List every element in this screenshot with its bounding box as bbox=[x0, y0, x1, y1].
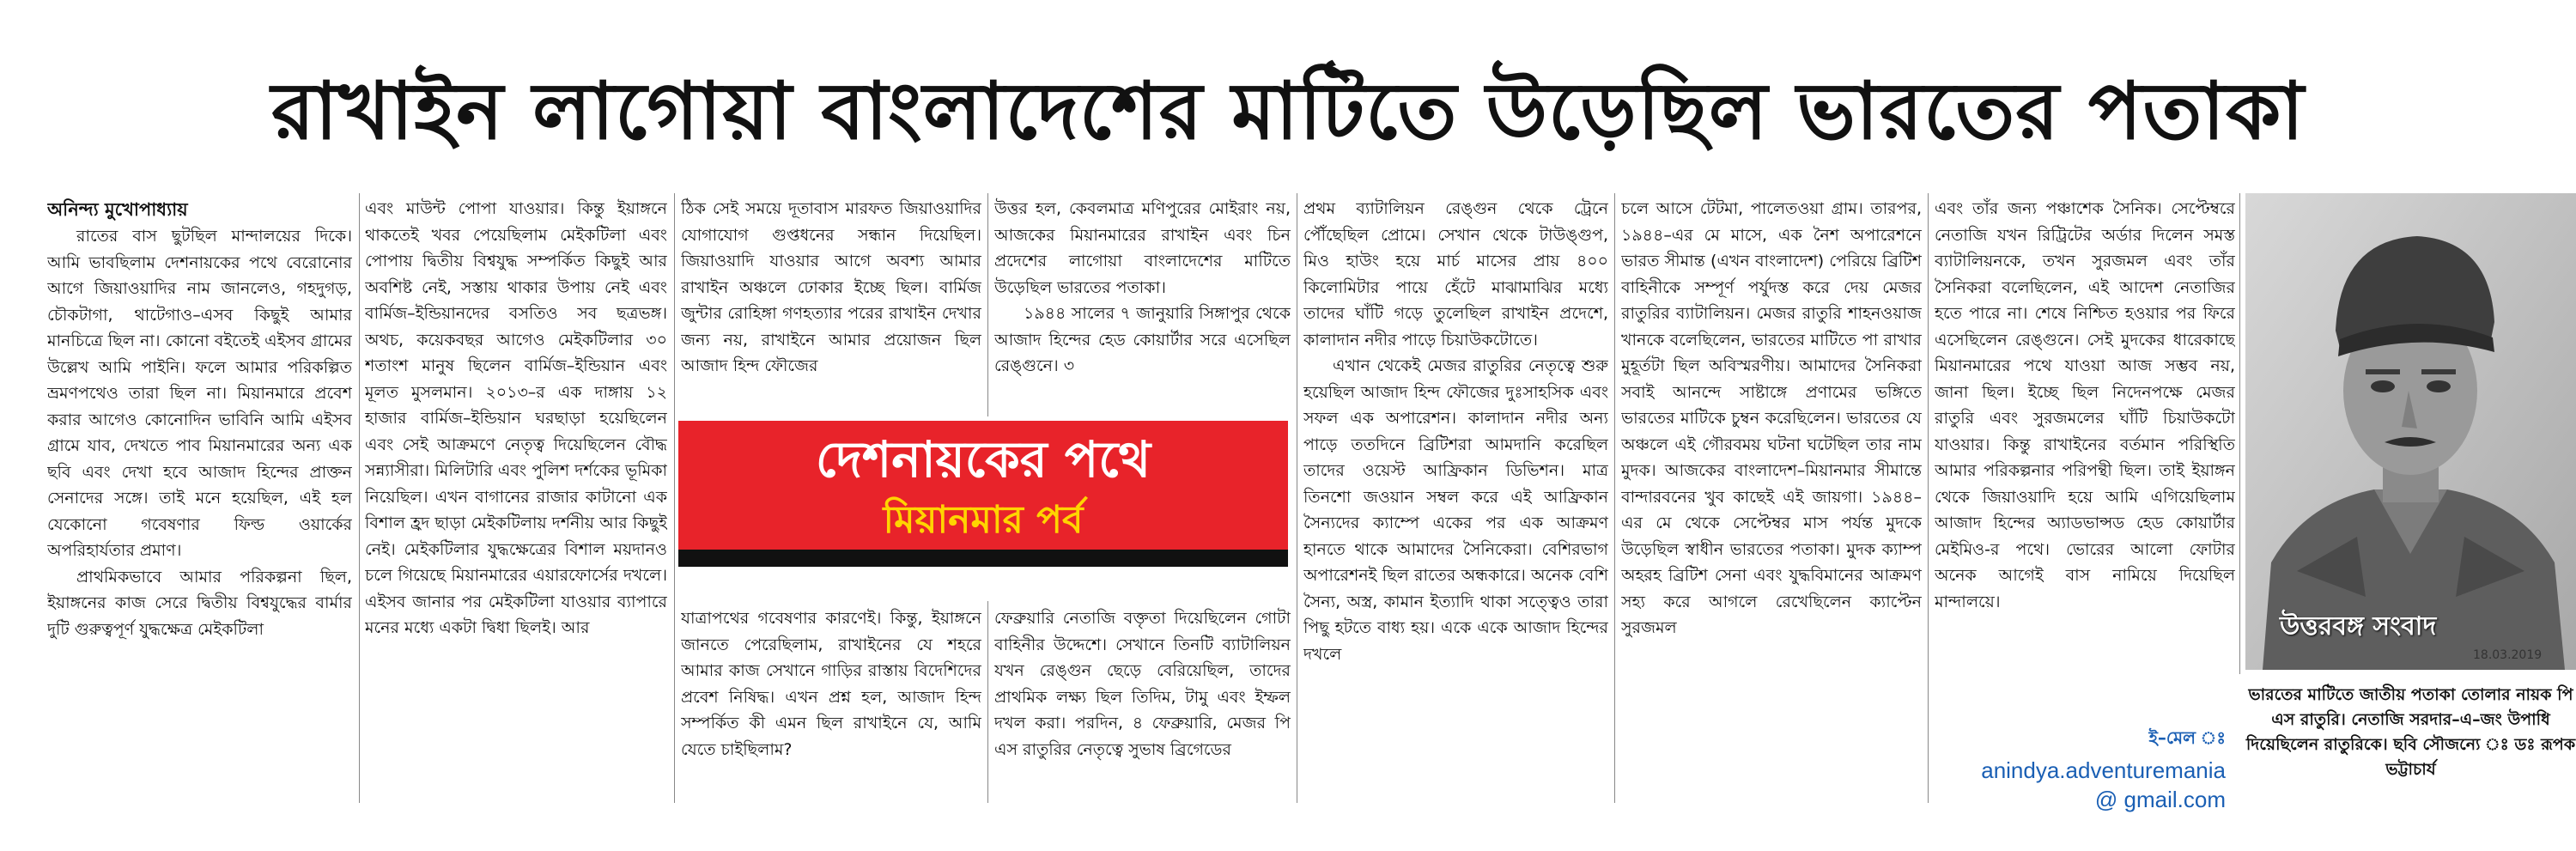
column-divider bbox=[1928, 193, 1929, 803]
article-column-4-top bbox=[994, 196, 1291, 410]
paragraph: এবং মাউন্ট পোপা যাওয়ার। কিন্তু ইয়াঙ্গনে থাকতেই খবর পেয়েছিলাম মেইকটিলা এবং পোপায় দ্বিতীয় বিশ্বযুদ্ধ সম্পর্কিত কিছুই আর অবশিষ্ট নেই, সস্তায় থাকার উপায় নেই এবং বার্মিজ–ইন্ডিয়ানদের বসতিও সব ছত্রভঙ্গ। অথচ, কয়েকবছর আগেও মেইকটিলার ৩০ শতাংশ মানুষ ছিলেন বার্মিজ–ইন্ডিয়ান এবং মূলত মুসলমান। ২০১৩–র এক দাঙ্গায় ১২ হাজার বার্মিজ–ইন্ডিয়ান ঘরছাড়া হয়েছিলেন এবং সেই আক্রমণে নেতৃত্ব দিয়েছিলেন বৌদ্ধ সন্ন্যাসীরা। মিলিটারি এবং পুলিশ দর্শকের ভূমিকা নিয়েছিল। এখন বাগানের রাজার কাটানো এক বিশাল হ্রদ ছাড়া মেইকটিলায় দর্শনীয় আর কিছুই নেই। মেইকটিলার যুদ্ধক্ষেত্রের বিশাল ময়দানও চলে গিয়েছে মিয়ানমারের এয়ারফোর্সের দখলে। এইসব জানার পর মেইকটিলা যাওয়ার ব্যাপারে মনের মধ্যে একটা দ্বিধা ছিলই। আর bbox=[365, 199, 667, 637]
column-divider bbox=[987, 193, 988, 416]
article-column-3-bottom bbox=[681, 605, 981, 807]
column-divider bbox=[1614, 193, 1615, 803]
article-column-4-bottom bbox=[994, 605, 1291, 807]
paragraph: ১৯৪৪ সালের ৭ জানুয়ারি সিঙ্গাপুর থেকে আজাদ হিন্দের হেড কোয়ার্টার সরে এসেছিল রেঙ্গুনে। ৩ bbox=[994, 304, 1291, 375]
column-divider bbox=[359, 193, 360, 803]
photo-credit-watermark: উত্তরবঙ্গ সংবাদ bbox=[2280, 611, 2437, 641]
paragraph: এখান থেকেই মেজর রাতুরির নেতৃত্বে শুরু হয়েছিল আজাদ হিন্দ ফৌজের দুঃসাহসিক এবং সফল এক অপারেশন। কালাদান নদীর অন্য পাড়ে ততদিনে ব্রিটিশরা আমদানি করেছিল তাদের ওয়েস্ট আফ্রিকান ডিভিশন। মাত্র তিনশো জওয়ান সম্বল করে এই আফ্রিকান সৈন্যদের ক্যাম্পে একের পর এক আক্রমণ হানতে থাকে আমাদের সৈনিকেরা। বেশিরভাগ অপারেশনই ছিল রাতের অন্ধকারে। অনেক বেশি সৈন্য, অস্ত্র, কামান ইত্যাদি থাকা সত্ত্বেও তারা পিছু হটতে বাধ্য হয়। একে একে আজাদ হিন্দের দখলে bbox=[1303, 356, 1608, 664]
photo-caption: ভারতের মাটিতে জাতীয় পতাকা তোলার নায়ক পি এস রাতুরি। নেতাজি সরদার–এ–জং উপাধি দিয়েছিলেন রাতুরিকে। ছবি সৌজন্যে ঃ ডঃ রূপক ভট্টাচার্য bbox=[2245, 685, 2576, 779]
article-column-6 bbox=[1621, 196, 1922, 805]
paragraph: প্রথম ব্যাটালিয়ন রেঙ্গুন থেকে ট্রেনে পৌঁছেছিল প্রোমে। সেখান থেকে টাউঙ্গুপ, মিও হাউং হয়ে মার্চ মাসের প্রায় ৪০০ কিলোমিটার পায়ে হেঁটে মাঝামাঝির মধ্যে তাদের ঘাঁটি গড়ে তুলেছিল রাখাইন প্রদেশে, কালাদান নদীর পাড়ে চিয়াউকটোতে। bbox=[1303, 199, 1608, 350]
article-column-5 bbox=[1303, 196, 1608, 805]
photo-date: 18.03.2019 bbox=[2473, 648, 2543, 662]
series-banner bbox=[678, 421, 1288, 567]
paragraph: যাত্রাপথের গবেষণার কারণেই। কিন্তু, ইয়াঙ্গনে জানতে পেরেছিলাম, রাখাইনের যে শহরে আমার কাজ সেখানে গাড়ির রাস্তায় বিদেশিদের প্রবেশ নিষিদ্ধ। এখন প্রশ্ন হল, আজাদ হিন্দ সম্পর্কিত কী এমন ছিল রাখাইনে যে, আমি যেতে চাইছিলাম? bbox=[681, 609, 981, 759]
paragraph: এবং তাঁর জন্য পঞ্চাশেক সৈনিক। সেপ্টেম্বরে নেতাজি যখন রিট্রিটের অর্ডার দিলেন সমস্ত ব্যাটালিয়নকে, তখন সুরজমল এবং তাঁর সৈনিকরা বলেছিলেন, এই আদেশ নেতাজির হতে পারে না। শেষে নিশ্চিত হওয়ার পর ফিরে এসেছিলেন রেঙ্গুনে। সেই মুদকের ধারেকাছে মিয়ানমারের পথে যাওয়া আজ সম্ভব নয়, জানা ছিল। ইচ্ছে ছিল নিদেনপক্ষে মেজর রাতুরি এবং সুরজমলের ঘাঁটি চিয়াউকটো যাওয়ার। কিন্তু রাখাইনের বর্তমান পরিস্থিতি আমার পরিকল্পনার পরিপন্থী ছিল। তাই ইয়াঙ্গন থেকে জিয়াওয়াদি হয়ে আমি এগিয়েছিলাম আজাদ হিন্দের অ্যাডভান্সড হেড কোয়ার্টার মেইমিও-র পথে। ভোরের আলো ফোটার অনেক আগেই বাস নামিয়ে দিয়েছিল মান্দালয়ে। bbox=[1935, 199, 2235, 611]
column-divider bbox=[2239, 193, 2240, 674]
paragraph: উত্তর হল, কেবলমাত্র মণিপুরের মোইরাং নয়, আজকের মিয়ানমারের রাখাইন এবং চিন প্রদেশের লাগোয়া বাংলাদেশের মাটিতে উড়েছিল ভারতের পতাকা। bbox=[994, 199, 1291, 297]
paragraph: প্রাথমিকভাবে আমার পরিকল্পনা ছিল, ইয়াঙ্গনের কাজ সেরে দ্বিতীয় বিশ্বযুদ্ধের বার্মার দুটি গুরুত্বপূর্ণ যুদ্ধক্ষেত্র মেইকটিলা bbox=[47, 567, 352, 639]
portrait-illustration bbox=[2245, 193, 2576, 670]
email-label: ই–মেল ঃ bbox=[2148, 727, 2226, 748]
column-divider bbox=[674, 193, 675, 803]
column-divider bbox=[987, 601, 988, 803]
article-column-3-top bbox=[681, 196, 981, 410]
article-column-1 bbox=[47, 196, 352, 805]
portrait-photo bbox=[2245, 193, 2576, 670]
banner-title: দেশনায়কের পথে bbox=[815, 430, 1151, 489]
banner-subtitle: মিয়ানমার পর্ব bbox=[883, 498, 1084, 542]
email-address[interactable]: anindya.adventuremania @ gmail.com bbox=[1981, 757, 2226, 812]
page-headline: রাখাইন লাগোয়া বাংলাদেশের মাটিতে উড়েছিল ভারতের পতাকা bbox=[270, 65, 2306, 157]
paragraph: ফেব্রুয়ারি নেতাজি বক্তৃতা দিয়েছিলেন গোটা বাহিনীর উদ্দেশে। সেখানে তিনটি ব্যাটালিয়ন যখন রেঙ্গুন ছেড়ে বেরিয়েছিল, তাদের প্রাথমিক লক্ষ্য ছিল তিদিম, টামু এবং ইম্ফল দখল করা। পরদিন, ৪ ফেব্রুয়ারি, মেজর পি এস রাতুরির নেতৃত্বে সুভাষ ব্রিগেডের bbox=[994, 609, 1291, 759]
paragraph: চলে আসে টেটমা, পালেতওয়া গ্রাম। তারপর, ১৯৪৪–এর মে মাসে, এক নৈশ অপারেশনে ভারত সীমান্ত (এখন বাংলাদেশ) পেরিয়ে ব্রিটিশ বাহিনীকে সম্পূর্ণ পর্যুদস্ত করে দেয় মেজর রাতুরির ব্যাটালিয়ন। মেজর রাতুরি শাহনওয়াজ খানকে বলেছিলেন, ভারতের মাটিতে পা রাখার মুহূর্তটা ছিল অবিস্মরণীয়। আমাদের সৈনিকরা সবাই আনন্দে সাষ্টাঙ্গে প্রণামের ভঙ্গিতে ভারতের মাটিকে চুম্বন করেছিলেন। ভারতের যে অঞ্চলে এই গৌরবময় ঘটনা ঘটেছিল তার নাম মুদক। আজকের বাংলাদেশ–মিয়ানমার সীমান্তে বান্দারবনের খুব কাছেই এই জায়গা। ১৯৪৪–এর মে থেকে সেপ্টেম্বর মাস পর্যন্ত মুদকে উড়েছিল স্বাধীন ভারতের পতাকা। মুদক ক্যাম্প অহরহ ব্রিটিশ সেনা এবং যুদ্ধবিমানের আক্রমণ সহ্য করে আগলে রেখেছিলেন ক্যাপ্টেন সুরজমল bbox=[1621, 199, 1922, 637]
article-column-7 bbox=[1935, 196, 2235, 715]
article-column-2 bbox=[365, 196, 667, 805]
paragraph: ঠিক সেই সময়ে দূতাবাস মারফত জিয়াওয়াদির যোগাযোগ গুপ্তধনের সন্ধান দিয়েছিল। জিয়াওয়াদি যাওয়ার আগে অবশ্য আমার রাখাইন অঞ্চলে ঢোকার ইচ্ছে ছিল। বার্মিজ জুন্টার রোহিঙ্গা গণহত্যার পরের রাখাইন দেখার জন্য নয়, রাখাইনে আমার প্রয়োজন ছিল আজাদ হিন্দ ফৌজের bbox=[681, 199, 981, 375]
byline: অনিন্দ্য মুখোপাধ্যায় bbox=[47, 199, 188, 220]
paragraph: রাতের বাস ছুটছিল মান্দালয়ের দিকে। আমি ভাবছিলাম দেশনায়কের পথে বেরোনোর আগে জিয়াওয়াদির নাম জানলেও, গহদুগড়, চৌকটাগা, থাটেগাও–এসব কিছুই আমার মানচিত্রে ছিল না। কোনো বইতেই এইসব গ্রামের উল্লেখ আমি পাইনি। ফলে আমার পরিকল্পিত ভ্রমণপথেও তারা ছিল না। মিয়ানমারে প্রবেশ করার আগেও কোনোদিন ভাবিনি আমি এইসব গ্রামে যাব, দেখতে পাব মিয়ানমারের অন্য এক ছবি এবং দেখা হবে আজাদ হিন্দের প্রাক্তন সেনাদের সঙ্গে। তাই মনে হয়েছিল, এই হল যেকোনো গবেষণার ফিল্ড ওয়ার্কের অপরিহার্যতার প্রমাণ। bbox=[47, 227, 352, 560]
